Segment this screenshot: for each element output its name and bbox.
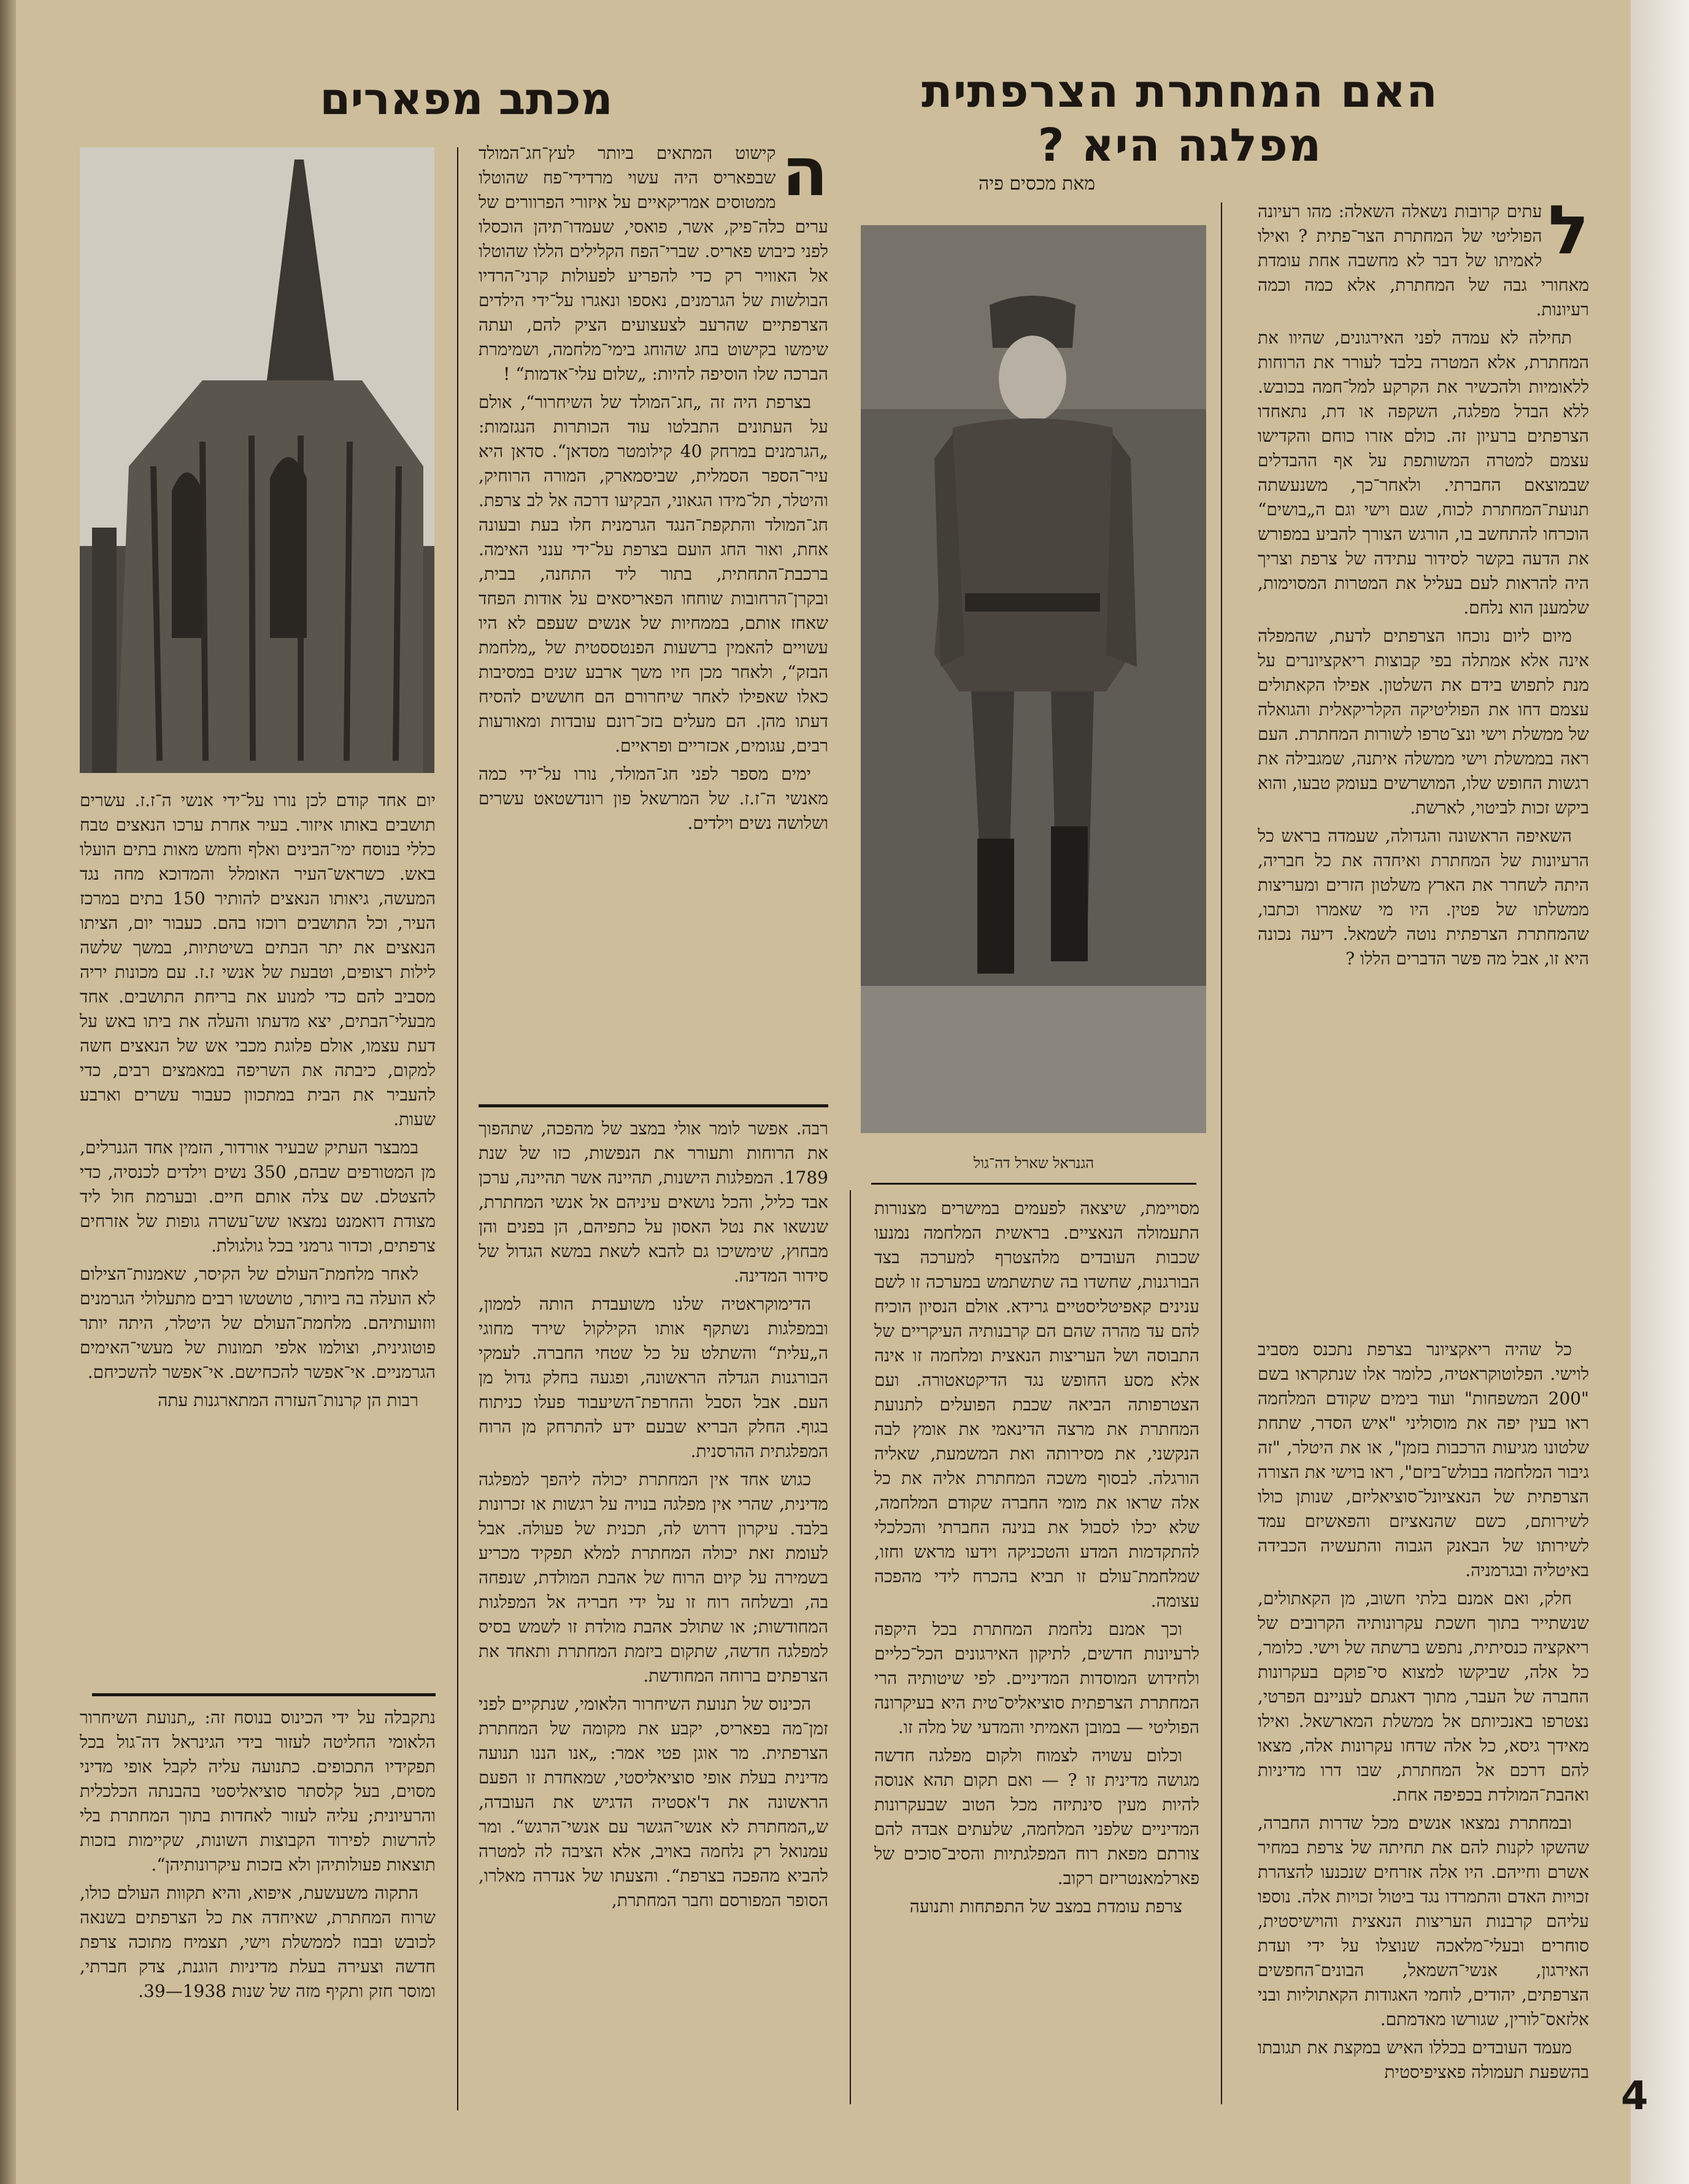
- article-right-column-2: [874, 1196, 1199, 2092]
- article-headline-left: מכתב מפארים: [320, 73, 613, 125]
- paragraph: וכך אמנם נלחמת המחתרת בכל היקפה לרעיונות חדשים, לתיקון האירגונים הכל־כליים ולחידוש המוסדות המדיניים. לפי שיטותיה הרי המחתרת הצרפתית סוציאליס־טית היא בעיקרונה הפוליטי — במובן האמיתי והמדעי של מלה זו.: [874, 1619, 1199, 1737]
- article-middle-bottom-column: [479, 1117, 828, 2110]
- article-middle-top-column: [479, 141, 828, 1086]
- column-divider: [457, 147, 458, 2110]
- paragraph: התקוה משעשעת, איפוא, והיא תקוות העולם כולו, שרוח המחתרת, שאיחדה את כל הצרפתים בשנאה לכובש ובבוז לממשלת וישי, תצמיח מתוכה צרפת חדשה וצעירה בעלת מדיניות הוגנת, צדק חברתי, ומוסר חזק ותקיף מזה של שנות 1938—39.: [80, 1883, 436, 2001]
- paragraph: השאיפה הראשונה והגדולה, שעמדה בראש כל הרעיונות של המחתרת ואיחדה את כל חבריה, היתה לשחרר את הארץ משלטון הזרים ומעריצות ממשלתו של פטין. היו מי שאמרו וכתבו, שהמחתרת הצרפתית נוטה לשמאל. דיעה נכונה היא זו, אבל מה פשר הדברים הללו ?: [1258, 826, 1589, 969]
- paragraph: רבה. אפשר לומר אולי במצב של מהפכה, שתהפוך את הרוחות ותעורר את הנפשות, כזו של שנת 1789. המפלגות הישנות, תהיינה אשר תהיינה, ערכן אבד כליל, והכל נושאים עיניהם אל אנשי המחתרת, שנשאו את נטל האסון על כתפיהם, הן בפנים והן מבחוץ, שימשיכו גם להבא לשאת במשא הגדול של סידור המדינה.: [479, 1118, 828, 1286]
- paragraph: ובמחתרת נמצאו אנשים מכל שדרות החברה, שהשקו לקנות להם את תחיתה של צרפת במחיר אשרם וחייהם. היו אלה אזרחים שנכנעו להצהרת זכויות האדם והתמרדו נגד ביטול זכויות אלה. נוספו עליהם קרבנות העריצות הנאצית והוישיסטית, סוחרים ובעלי־מלאכה שנוצלו על ידי ועדת האירגון, אנשי־השמאל, הבונים־החפשים הצרפתים, יהודים, לוחמי האגודות הקאתוליות ובני אלזאס־לורין, שגורשו מאדמתם.: [1258, 1813, 1589, 2029]
- column-divider: [1221, 202, 1222, 2104]
- article-right-column-1: [1258, 199, 1589, 1337]
- paragraph: מסויימת, שיצאה לפעמים במישרים מצנורות התעמולה הנאציים. בראשית המלחמה נמנעו שכבות העובדים מלהצטרף למערכה בצד הבורגנות, שחשדו בה שתשתמש במערכה זו לשם ענינים קאפיטליסטיים גרידא. אולם הנסיון הוכיח להם עד מהרה שהם הם קרבנותיה העיקריים של התבוסה ושל העריצות הנאצית ומלחמה זו אינה אלא מסע החופש נגד הדיקטאטורה. ועם הצטרפותה הביאה שכבת הפועלים לתנועת המחתרת את מרצה הדינאמי את אומץ לבה הנקשני, את מסירותה ואת המשמעת, שאליה הורגלה. לבסוף משכה המחתרת אליה את כל אלה שראו את מומי החברה שקודם המלחמה, שלא יכלו לסבול את בנינה החברתי והכלכלי להתקדמות המדע והטכניקה וידעו מראש וחזו, שמלחמת־עולם זו תביא בהכרח לידי מהפכה עצומה.: [874, 1198, 1199, 1611]
- paragraph: כל שהיה ריאקציונר בצרפת נתכנס מסביב לוישי. הפלוטוקראטיה, כלומר אלו שנתקראו בשם "200 המשפחות" ועוד בימים שקודם המלחמה ראו בעין יפה את מוסוליני "איש הסדר, שתחת שלטונו מגיעות הרכבות בזמן", או את היטלר, "זה גיבור המלחמה בבולש־ביזם", ראו בוישי את הצורה הצרפתית של הנאציונל־סוציאליזם, שנותן כולו לשירותם, כשם שהנאציזם והפאשיזם עמד לשירותו של הבאנק הגבוה והתעשיה הכבידה באיטליה ובגרמניה.: [1258, 1339, 1589, 1580]
- paragraph: חלק, ואם אמנם בלתי חשוב, מן הקאתולים, שנשתייר בתוך חשכת עקרונותיה הקרובים של ריאקציה כנסיתית, נתפש ברשתה של וישי. כלומר, כל אלה, שביקשו למצוא סי־פוקם בעקרונות החברה של העבר, מתוך דאגתם לעניינם הפרטי, נצטרפו באנכיותם אל ממשלת המארשאל. ואילו מאידך גיסא, כל אלה שדחו עקרונות אלה, מצאו להם דרכם אל המחתרת, שבו דרו מדיניות ואהבת־המולדת בכפיפה אחת.: [1258, 1588, 1589, 1805]
- paragraph: בצרפת היה זה „חג־המולד של השיחרור“, אולם על העתונים התבלטו עוד הכותרות הנגזמות: „הגרמנים במרחק 40 קילומטר מסדאן“. סדאן היא עיר־הספר הסמלית, שביסמארק, המורה הרוחיק, והיטלר, תל־מידו הגאוני, הבקיעו דרכה אל לב צרפת. חג־המולד והתקפת־הנגד הגרמנית חלו בעת ובעונה אחת, ואור החג הועם בצרפת על־ידי ענני האימה. ברכבת־התחתית, בתור ליד התחנה, בבית, ובקרן־הרחובות שוחחו הפאריסאים על אודות הפחד שאחז אותם, בממחיות של אנשים שעפם לא היו עשויים להאמין ברשעות הפנטססטית של „מלחמת הבזק“, ולאחר מכן חיו משך ארבע שנים במסיבות כאלו שאפילו לאחר שיחרורם הם חוששים להסיח דעתו מהן. הם מעלים בזכ־רונם עובדות ומאורעות רבים, עגומים, אכזריים ופראיים.: [479, 392, 828, 756]
- column-divider: [850, 1190, 851, 2104]
- paragraph: יום אחד קודם לכן נורו על־ידי אנשי ה־ז.ז. עשרים תושבים באותו איזור. בעיר אחרת ערכו הנאצים טבח כללי בנוסח ימי־הבינים ואלף וחמש מאות בתים הועלו באש. כשראש־העיר האומלל והמדוכא מחה נגד המעשה, גיאותו הנאצים להותיר 150 בתים במרכז העיר, וכל התושבים רוכזו בהם. כעבור יום, הציתו הנאצים את יתר הבתים בשיטתיות, במשך שלשה לילות רצופים, וטבעת של אנשי ז.ז. עם מכונות יריה מסביב להם כדי למנוע את בריחת התושבים. אחד מבעלי־הבתים, יצא מדעתו והעלה את ביתו באש על דעת עצמו, אולם פלוגת מכבי אש של הנאצים חשה למקום, כיבתה את השריפה במאמצים רבים, כדי להעביר את הבית במתכוון כעבור עשרים וארבע שעות.: [80, 790, 436, 1129]
- paragraph: מעמד העובדים בכללו האיש במקצת את תגובתו בהשפעת תעמולה פאציפיסטית: [1258, 2037, 1589, 2082]
- page-number: 4: [1621, 2074, 1649, 2119]
- dropcap-letter: ל: [1548, 199, 1589, 269]
- paragraph: נתקבלה על ידי הכינוס בנוסח זה: „תנועת השיחרור הלאומי החליטה לעזור בידי הגינראל דה־גול בכל תפקידיו התכופים. כתנועה עליה לקבל אופי מדיני מסוים, בעל קלסתר סוציאליסטי בהבנתה הכלכלית והרעיונית; עליה לעזור לאחדות בתוך המחתרת בלי להרשות לפירוד הקבוצות השונות, שקיימות בזכות תוצאות פעולותיהן ולא בזכות עיקרונותיהן“.: [80, 1707, 436, 1875]
- paragraph: צרפת עומדת במצב של התפתחות ותנועה: [909, 1896, 1182, 1917]
- article-left-column-bottom: [80, 1705, 436, 2110]
- paragraph: וכלום עשויה לצמוח ולקום מפלגה חדשה מגושה מדינית זו ? — ואם תקום תהא אנוסה להיות מעין סינתיזה מכל הטוב שבעקרונות המדיניים שלפני המלחמה, שלעתים אבדה להם צורתם מפאת רוח המפלגתיות והסיב־סוכים של פארלמאנטריזם רקוב.: [874, 1745, 1199, 1888]
- paragraph: רבות הן קרנות־העזרה המתארגנות עתה: [158, 1390, 418, 1410]
- section-rule: [479, 1104, 828, 1107]
- article-right-column-1-continued: [1258, 1337, 1589, 2135]
- photo-general-de-gaulle: [861, 225, 1206, 1133]
- soldier-figure-illustration: [861, 225, 1206, 1133]
- paragraph: עתים קרובות נשאלה השאלה: מהו רעיונה הפוליטי של המחתרת הצר־פתית ? ואילו לאמיתו של דבר לא מחשבה אחת עומדת מאחורי גבה של המחתרת, אלא כמה וכמה רעיונות.: [1258, 201, 1589, 320]
- paragraph: במבצר העתיק שבעיר אורדור, הזמין אחד הגנרלים, מן המטורפים שבהם, 350 נשים וילדים לכנסיה, כדי להצטלם. שם צלה אותם חיים. ובערמת חול ליד מצודת דואמנט נמצאו שש־עשרה גופות של אזרחים צרפתים, וכדור גרמני בכל גולגולת.: [80, 1137, 436, 1256]
- paragraph: תחילה לא עמדה לפני האירגונים, שהיוו את המחתרת, אלא המטרה בלבד לעורר את הרוחות ללאומיות ולהכשיר את הקרקע למל־חמה בכובש. ללא הבדל מפלגה, השקפה או דת, נתאחדו הצרפתים ברעיון זה. כולם אזרו כוחם והקדישו עצמם למטרה המשותפת על אף ההבדלים שבמוצאם החברתי. ולאחר־כך, משנעשתה תנועת־המחתרת לכוח, שגם וישי וגם ה„בושים“ הוכרחו להתחשב בו, הורגש הצורך להביע במפורש את הדעה בקשר לסידור עתידה של צרפת וצריך היה להראות לעם בעליל את המטרות המסוימות, שלמענן הוא נלחם.: [1258, 328, 1589, 618]
- caption-rule: [871, 1183, 1196, 1185]
- article-left-column: [80, 788, 436, 1678]
- article-byline: מאת מכסים פיה: [978, 173, 1096, 194]
- paragraph: הכינוס של תנועת השיחרור הלאומי, שנתקיים לפני זמן־מה בפאריס, יקבע את מקומה של המחתרת הצרפתית. מר אוגן פטי אמר: „אנו הננו תנועה מדינית בעלת אופי סוציאליסטי, שמאחדת זו הפעם הראשונה את ד'אסטיה הדגיש את העובדה, ש„המחתרת לא אנשי־הגשר עם אנשי־הרגש“. ומר עמנואל רק נלחמה באויב, אלא הציבה לה למטרה להביא מהפכה בצרפת“. והצעתו של אנדרה מאלרו, הסופר המפורסם וחבר המחתרת,: [479, 1694, 828, 1910]
- paragraph: מיום ליום נוכחו הצרפתים לדעת, שהמפלה אינה אלא אמתלה בפי קבוצות ריאקציונרים על מנת לתפוש בידם את השלטון. אפילו הקאתולים עצמם דחו את הפוליטיקה הקלריקאלית והגואלה של ממשלת וישי ונצ־טרפו לשורות המחתרת. העם ראה בממשלת וישי ממשלה איתנה, שמגבילה את רגשות החופש שלו, המושרשים בעומק טבעו, והוא ביקש זכות לביטוי, לארשת.: [1258, 626, 1589, 818]
- section-rule: [92, 1693, 436, 1696]
- article-headline-right: האם המחתרת הצרפתית מפלגה היא ?: [921, 65, 1438, 172]
- paragraph: כגוש אחד אין המחתרת יכולה ליהפך למפלגה מדינית, שהרי אין מפלגה בנויה על רגשות או זכרונות בלבד. עיקרון דרוש לה, תכנית של פעולה. אבל לעומת זאת יכולה המחתרת למלא תפקיד מכריע בשמירה על קיום הרוח של אהבת המולדת, שנפחה בה, ובשלחה רוח זו על ידי חבריה אל המפלגות המחודשות; או שתולכ אהבת מולדת זו לשמש בסיס למפלגה חדשה, שתקום ביזמת המחתרת ותאחד את הצרפתים ברוחה המחודשת.: [479, 1469, 828, 1686]
- page-binding-edge: [0, 0, 16, 2184]
- paragraph: ימים מספר לפני חג־המולד, נורו על־ידי כמה מאנשי ה־ז.ז. של המרשאל פון רונדשטאט עשרים ושלושה נשים וילדים.: [479, 764, 828, 833]
- photo-caption: הגנראל שארל דה־גול: [973, 1155, 1095, 1172]
- chapel-illustration: [80, 147, 434, 773]
- paragraph: לאחר מלחמת־העולם של הקיסר, שאמנות־הצילום לא הועלה בה ביותר, טושטשו רבים מתעלולי הגרמנים ווזועותיהם. מלחמת־העולם של היטלר, היתה יותר פוטוגינית, וצולמו אלפי תמונות של מעשי־האימים הגרמניים. אי־אפשר להכחישם. אי־אפשר להשכיחם.: [80, 1264, 436, 1382]
- dropcap-letter: ה: [782, 141, 828, 211]
- paragraph: הדימוקראטיה שלנו משועבדת הותה לממון, ובמפלגות נשתקף אותו הקילקול שירד מחוגי ה„עלית“ והשתלט על כל שטחי החברה. לעמקי הבורגנות הגדלה הראשונה, ופגעה בחלק גדול מן העם. אבל הסבל והחרפת־השיעבוד פעלו כניתוח בגוף. החלק הבריא שבעם ידע להתרחק מן הרוח המפלגתית ההרסנית.: [479, 1294, 828, 1461]
- paragraph: קישוט המתאים ביותר לעץ־חג־המולד שבפאריס היה עשוי מרדידי־פח שהוטלו ממטוסים אמריקאיים על איזורי הפרוורים של ערים כלה־פיק, אשר, פואסי, שעמדו־תיהן הוכסלו לפני כיבוש פאריס. שברי־הפח הקלילים הללו שהוטלו אל האוויר רק כדי להפריע לפעולות קרני־הרדיו הבולשות של הגרמנים, נאספו ונאגרו על־ידי הילדים הצרפתיים שהרעב לצעצועים הציק להם, ועתה שימשו בקישוט בחג שהוחג בימי־מלחמה, ושמימרת הברכה שלו הוסיפה להיות: „שלום עלי־אדמות“ !: [479, 143, 828, 384]
- photo-gothic-chapel: [80, 147, 434, 773]
- background-surface: [1631, 0, 1689, 2184]
